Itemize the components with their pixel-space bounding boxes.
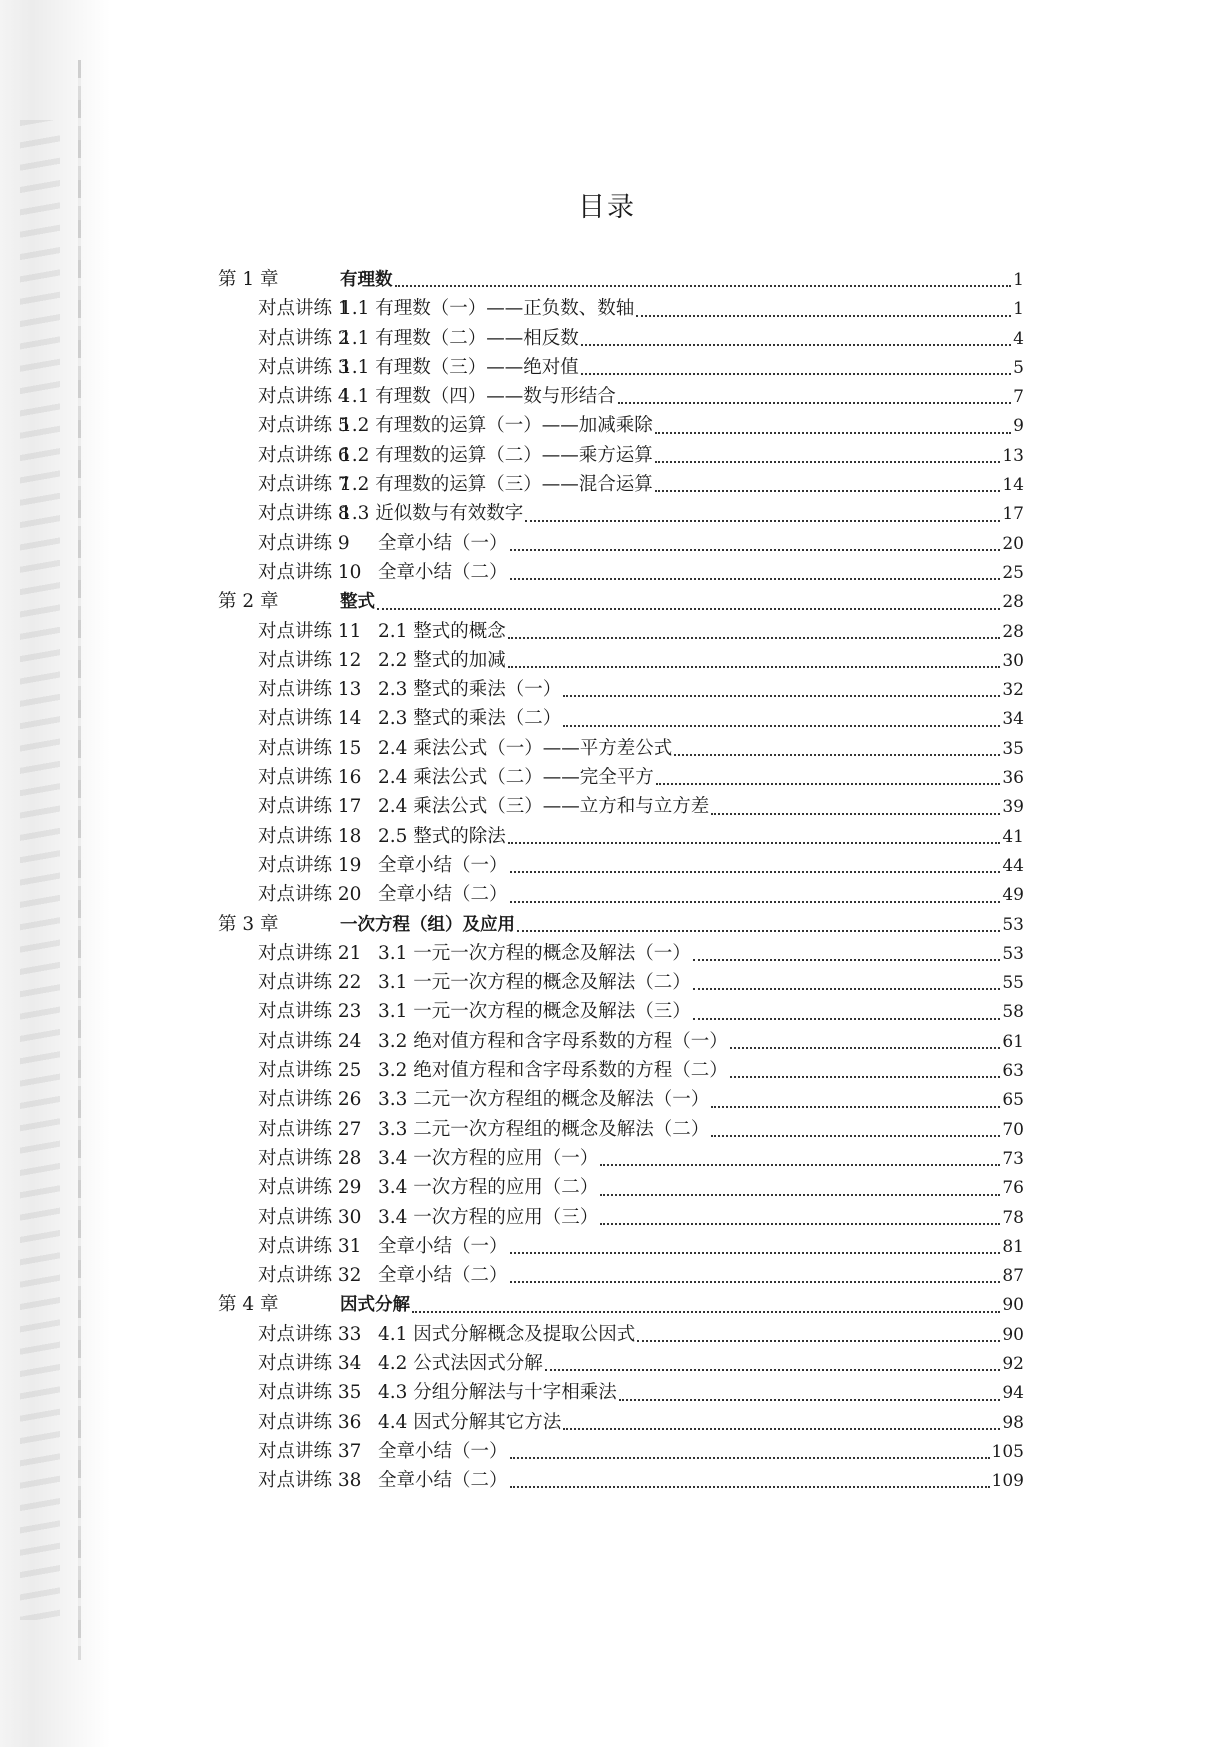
- toc-lesson-row[interactable]: [218, 558, 1024, 587]
- page-number: 105: [991, 1441, 1024, 1462]
- dot-leader: [730, 1075, 1001, 1078]
- lesson-title: 3.4 一次方程的应用（一）: [378, 1147, 599, 1169]
- dot-leader: [674, 753, 1000, 756]
- toc-lesson-row[interactable]: [218, 294, 1024, 323]
- toc-lesson-row[interactable]: [218, 1408, 1024, 1437]
- dot-leader: [545, 1368, 1001, 1371]
- dot-leader: [600, 1163, 1000, 1166]
- lesson-title: 2.4 乘法公式（二）——完全平方: [378, 767, 654, 789]
- lesson-number: 对点讲练 17: [258, 796, 362, 818]
- page-number: 5: [1013, 357, 1024, 378]
- lesson-title: 3.1 一元一次方程的概念及解法（二）: [378, 972, 691, 994]
- dot-leader: [619, 1398, 1001, 1401]
- toc-lesson-row[interactable]: [218, 1173, 1024, 1202]
- lesson-number: 对点讲练 6: [258, 444, 350, 466]
- lesson-title: 3.3 二元一次方程组的概念及解法（一）: [378, 1089, 710, 1111]
- toc-lesson-row[interactable]: [218, 1261, 1024, 1290]
- lesson-number: 对点讲练 24: [258, 1030, 362, 1052]
- lesson-number: 对点讲练 19: [258, 854, 362, 876]
- page-number: 4: [1013, 328, 1024, 349]
- toc-chapter-row[interactable]: [218, 1290, 1024, 1319]
- toc-lesson-row[interactable]: [218, 324, 1024, 353]
- dot-leader: [563, 694, 1000, 697]
- lesson-number: 对点讲练 38: [258, 1470, 362, 1492]
- chapter-title: 整式: [340, 592, 375, 613]
- toc-lesson-row[interactable]: [218, 617, 1024, 646]
- chapter-number: 第 3 章: [218, 913, 279, 935]
- lesson-title: 3.3 二元一次方程组的概念及解法（二）: [378, 1118, 710, 1140]
- page-number: 41: [1002, 826, 1024, 847]
- lesson-title: 1.1 有理数（三）——绝对值: [340, 356, 579, 378]
- dot-leader: [693, 958, 1001, 961]
- toc-lesson-row[interactable]: [218, 1378, 1024, 1407]
- toc-lesson-row[interactable]: [218, 792, 1024, 821]
- toc-lesson-row[interactable]: [218, 675, 1024, 704]
- toc-lesson-row[interactable]: [218, 939, 1024, 968]
- lesson-title: 全章小结（一）: [378, 1440, 508, 1462]
- lesson-number: 对点讲练 23: [258, 1001, 362, 1023]
- page-number: 32: [1002, 680, 1024, 701]
- lesson-title: 1.1 有理数（四）——数与形结合: [340, 386, 616, 408]
- dot-leader: [581, 343, 1011, 346]
- page-number: 73: [1002, 1148, 1024, 1169]
- toc-lesson-row[interactable]: [218, 851, 1024, 880]
- lesson-title: 3.1 一元一次方程的概念及解法（三）: [378, 1001, 691, 1023]
- page-number: 78: [1002, 1207, 1024, 1228]
- dot-leader: [508, 636, 1001, 639]
- dot-leader: [563, 1427, 1000, 1430]
- toc-chapter-row[interactable]: [218, 587, 1024, 616]
- dot-leader: [510, 1485, 990, 1488]
- dot-leader: [525, 519, 1000, 522]
- dot-leader: [693, 987, 1001, 990]
- toc-lesson-row[interactable]: [218, 880, 1024, 909]
- lesson-number: 对点讲练 37: [258, 1440, 362, 1462]
- toc-lesson-row[interactable]: [218, 968, 1024, 997]
- page-number: 87: [1002, 1266, 1024, 1287]
- lesson-number: 对点讲练 32: [258, 1265, 362, 1287]
- toc-lesson-row[interactable]: [218, 734, 1024, 763]
- toc-lesson-row[interactable]: [218, 411, 1024, 440]
- page-number: 81: [1002, 1236, 1024, 1257]
- lesson-number: 对点讲练 15: [258, 737, 362, 759]
- dot-leader: [510, 1251, 1001, 1254]
- lesson-number: 对点讲练 3: [258, 356, 350, 378]
- chapter-number: 第 1 章: [218, 269, 279, 290]
- dot-leader: [711, 812, 1000, 815]
- lesson-title: 全章小结（一）: [378, 1235, 508, 1257]
- page-number: 39: [1002, 797, 1024, 818]
- dot-leader: [510, 900, 1001, 903]
- toc-lesson-row[interactable]: [218, 822, 1024, 851]
- page-number: 35: [1002, 738, 1024, 759]
- page-number: 94: [1002, 1383, 1024, 1404]
- lesson-number: 对点讲练 7: [258, 474, 350, 496]
- toc-chapter-row[interactable]: [218, 910, 1024, 939]
- dot-leader: [395, 284, 1012, 287]
- dot-leader: [693, 1017, 1001, 1020]
- lesson-number: 对点讲练 33: [258, 1323, 362, 1345]
- lesson-number: 对点讲练 12: [258, 649, 362, 671]
- toc-lesson-row[interactable]: [218, 1027, 1024, 1056]
- lesson-number: 对点讲练 27: [258, 1118, 362, 1140]
- toc-lesson-row[interactable]: [218, 704, 1024, 733]
- lesson-title: 全章小结（二）: [378, 1265, 508, 1287]
- lesson-number: 对点讲练 36: [258, 1411, 362, 1433]
- lesson-title: 3.2 绝对值方程和含字母系数的方程（二）: [378, 1060, 728, 1082]
- toc-lesson-row[interactable]: [218, 441, 1024, 470]
- page-number: 17: [1002, 504, 1024, 525]
- page-number: 1: [1013, 270, 1024, 290]
- chapter-title: 有理数: [340, 270, 393, 290]
- dot-leader: [618, 401, 1011, 404]
- dot-leader: [600, 1193, 1000, 1196]
- toc-lesson-row[interactable]: [218, 646, 1024, 675]
- lesson-title: 全章小结（一）: [378, 532, 508, 554]
- dot-leader: [656, 782, 1001, 785]
- chapter-number: 第 2 章: [218, 591, 279, 613]
- lesson-title: 2.4 乘法公式（一）——平方差公式: [378, 737, 673, 759]
- lesson-number: 对点讲练 20: [258, 884, 362, 906]
- toc-chapter-row[interactable]: [218, 265, 1024, 294]
- page-number: 34: [1002, 709, 1024, 730]
- lesson-number: 对点讲练 18: [258, 825, 362, 847]
- lesson-number: 对点讲练 14: [258, 708, 362, 730]
- toc-lesson-row[interactable]: [218, 353, 1024, 382]
- dot-leader: [655, 489, 1001, 492]
- toc-lesson-row[interactable]: [218, 499, 1024, 528]
- page-number: 53: [1002, 914, 1024, 935]
- toc-lesson-row[interactable]: [218, 1232, 1024, 1261]
- dot-leader: [600, 1222, 1000, 1225]
- dot-leader: [510, 577, 1001, 580]
- page-title: 目录: [578, 192, 636, 223]
- lesson-number: 对点讲练 10: [258, 561, 362, 583]
- page-number: 90: [1002, 1324, 1024, 1345]
- lesson-title: 1.3 近似数与有效数字: [340, 503, 524, 525]
- dot-leader: [581, 372, 1011, 375]
- toc-lesson-row[interactable]: [218, 1115, 1024, 1144]
- lesson-title: 3.1 一元一次方程的概念及解法（一）: [378, 942, 691, 964]
- dot-leader: [655, 431, 1011, 434]
- toc-lesson-row[interactable]: [218, 1144, 1024, 1173]
- page-number: 55: [1002, 973, 1024, 994]
- page-number: 9: [1013, 416, 1024, 437]
- lesson-title: 全章小结（二）: [378, 561, 508, 583]
- lesson-title: 3.4 一次方程的应用（三）: [378, 1206, 599, 1228]
- lesson-number: 对点讲练 5: [258, 415, 350, 437]
- toc-lesson-row[interactable]: [218, 470, 1024, 499]
- lesson-number: 对点讲练 2: [258, 327, 350, 349]
- page-number: 14: [1002, 475, 1024, 496]
- page-number: 76: [1002, 1178, 1024, 1199]
- lesson-number: 对点讲练 1: [258, 298, 350, 320]
- scan-edge-shadow: [0, 0, 110, 1747]
- lesson-title: 2.4 乘法公式（三）——立方和与立方差: [378, 796, 710, 818]
- page-number: 98: [1002, 1412, 1024, 1433]
- dot-leader: [730, 1046, 1001, 1049]
- lesson-title: 全章小结（一）: [378, 854, 508, 876]
- dot-leader: [412, 1310, 1000, 1313]
- lesson-number: 对点讲练 9: [258, 532, 350, 554]
- chapter-title: 因式分解: [340, 1295, 410, 1316]
- page-number: 65: [1002, 1090, 1024, 1111]
- lesson-number: 对点讲练 29: [258, 1177, 362, 1199]
- toc-lesson-row[interactable]: [218, 382, 1024, 411]
- lesson-number: 对点讲练 35: [258, 1382, 362, 1404]
- page-number: 13: [1002, 445, 1024, 466]
- lesson-title: 3.4 一次方程的应用（二）: [378, 1177, 599, 1199]
- toc-lesson-row[interactable]: [218, 1203, 1024, 1232]
- toc-lesson-row[interactable]: [218, 1085, 1024, 1114]
- lesson-number: 对点讲练 34: [258, 1352, 362, 1374]
- dot-leader: [637, 1339, 1000, 1342]
- lesson-title: 2.3 整式的乘法（二）: [378, 708, 562, 730]
- page-number: 7: [1013, 387, 1024, 408]
- toc-lesson-row[interactable]: [218, 529, 1024, 558]
- lesson-number: 对点讲练 28: [258, 1147, 362, 1169]
- toc-lesson-row[interactable]: [218, 1466, 1024, 1495]
- page-number: 90: [1002, 1295, 1024, 1316]
- table-of-contents: [218, 265, 1024, 1495]
- lesson-number: 对点讲练 11: [258, 620, 362, 642]
- lesson-number: 对点讲练 30: [258, 1206, 362, 1228]
- lesson-number: 对点讲练 25: [258, 1060, 362, 1082]
- page-number: 70: [1002, 1119, 1024, 1140]
- lesson-title: 1.2 有理数的运算（一）——加减乘除: [340, 415, 653, 437]
- dot-leader: [510, 1456, 990, 1459]
- toc-lesson-row[interactable]: [218, 997, 1024, 1026]
- page-number: 28: [1002, 592, 1024, 613]
- lesson-title: 2.3 整式的乘法（一）: [378, 679, 562, 701]
- lesson-number: 对点讲练 16: [258, 767, 362, 789]
- toc-lesson-row[interactable]: [218, 1320, 1024, 1349]
- dot-leader: [508, 665, 1001, 668]
- page-number: 63: [1002, 1061, 1024, 1082]
- dot-leader: [510, 1280, 1001, 1283]
- page-number: 1: [1013, 299, 1024, 320]
- dot-leader: [711, 1134, 1000, 1137]
- lesson-title: 2.5 整式的除法: [378, 825, 506, 847]
- page-number: 25: [1002, 562, 1024, 583]
- dot-leader: [711, 1105, 1000, 1108]
- toc-lesson-row[interactable]: [218, 1349, 1024, 1378]
- lesson-title: 全章小结（二）: [378, 1470, 508, 1492]
- toc-lesson-row[interactable]: [218, 1437, 1024, 1466]
- page-number: 58: [1002, 1002, 1024, 1023]
- page-number: 61: [1002, 1031, 1024, 1052]
- dot-leader: [508, 841, 1001, 844]
- lesson-title: 1.1 有理数（一）——正负数、数轴: [340, 298, 635, 320]
- page-number: 44: [1002, 855, 1024, 876]
- lesson-title: 4.3 分组分解法与十字相乘法: [378, 1382, 617, 1404]
- lesson-title: 4.1 因式分解概念及提取公因式: [378, 1323, 636, 1345]
- chapter-number: 第 4 章: [218, 1294, 279, 1316]
- dot-leader: [636, 314, 1011, 317]
- dot-leader: [517, 929, 1000, 932]
- lesson-number: 对点讲练 26: [258, 1089, 362, 1111]
- lesson-title: 3.2 绝对值方程和含字母系数的方程（一）: [378, 1030, 728, 1052]
- page-number: 53: [1002, 943, 1024, 964]
- lesson-title: 2.2 整式的加减: [378, 649, 506, 671]
- lesson-number: 对点讲练 13: [258, 679, 362, 701]
- dot-leader: [563, 724, 1000, 727]
- chapter-title: 一次方程（组）及应用: [340, 914, 515, 935]
- dot-leader: [510, 870, 1001, 873]
- lesson-number: 对点讲练 8: [258, 503, 350, 525]
- lesson-title: 1.2 有理数的运算（三）——混合运算: [340, 474, 653, 496]
- page-number: 109: [991, 1471, 1024, 1492]
- toc-lesson-row[interactable]: [218, 763, 1024, 792]
- page-number: 20: [1002, 533, 1024, 554]
- lesson-number: 对点讲练 22: [258, 972, 362, 994]
- lesson-title: 4.4 因式分解其它方法: [378, 1411, 562, 1433]
- page-number: 28: [1002, 621, 1024, 642]
- lesson-title: 4.2 公式法因式分解: [378, 1352, 543, 1374]
- lesson-title: 1.2 有理数的运算（二）——乘方运算: [340, 444, 653, 466]
- lesson-title: 1.1 有理数（二）——相反数: [340, 327, 579, 349]
- lesson-number: 对点讲练 4: [258, 386, 350, 408]
- page-number: 92: [1002, 1353, 1024, 1374]
- dot-leader: [655, 460, 1001, 463]
- dot-leader: [377, 607, 1000, 610]
- lesson-title: 2.1 整式的概念: [378, 620, 506, 642]
- toc-lesson-row[interactable]: [218, 1056, 1024, 1085]
- lesson-number: 对点讲练 31: [258, 1235, 362, 1257]
- lesson-number: 对点讲练 21: [258, 942, 362, 964]
- lesson-title: 全章小结（二）: [378, 884, 508, 906]
- page-number: 30: [1002, 650, 1024, 671]
- page-number: 36: [1002, 768, 1024, 789]
- page-number: 49: [1002, 885, 1024, 906]
- dot-leader: [510, 548, 1001, 551]
